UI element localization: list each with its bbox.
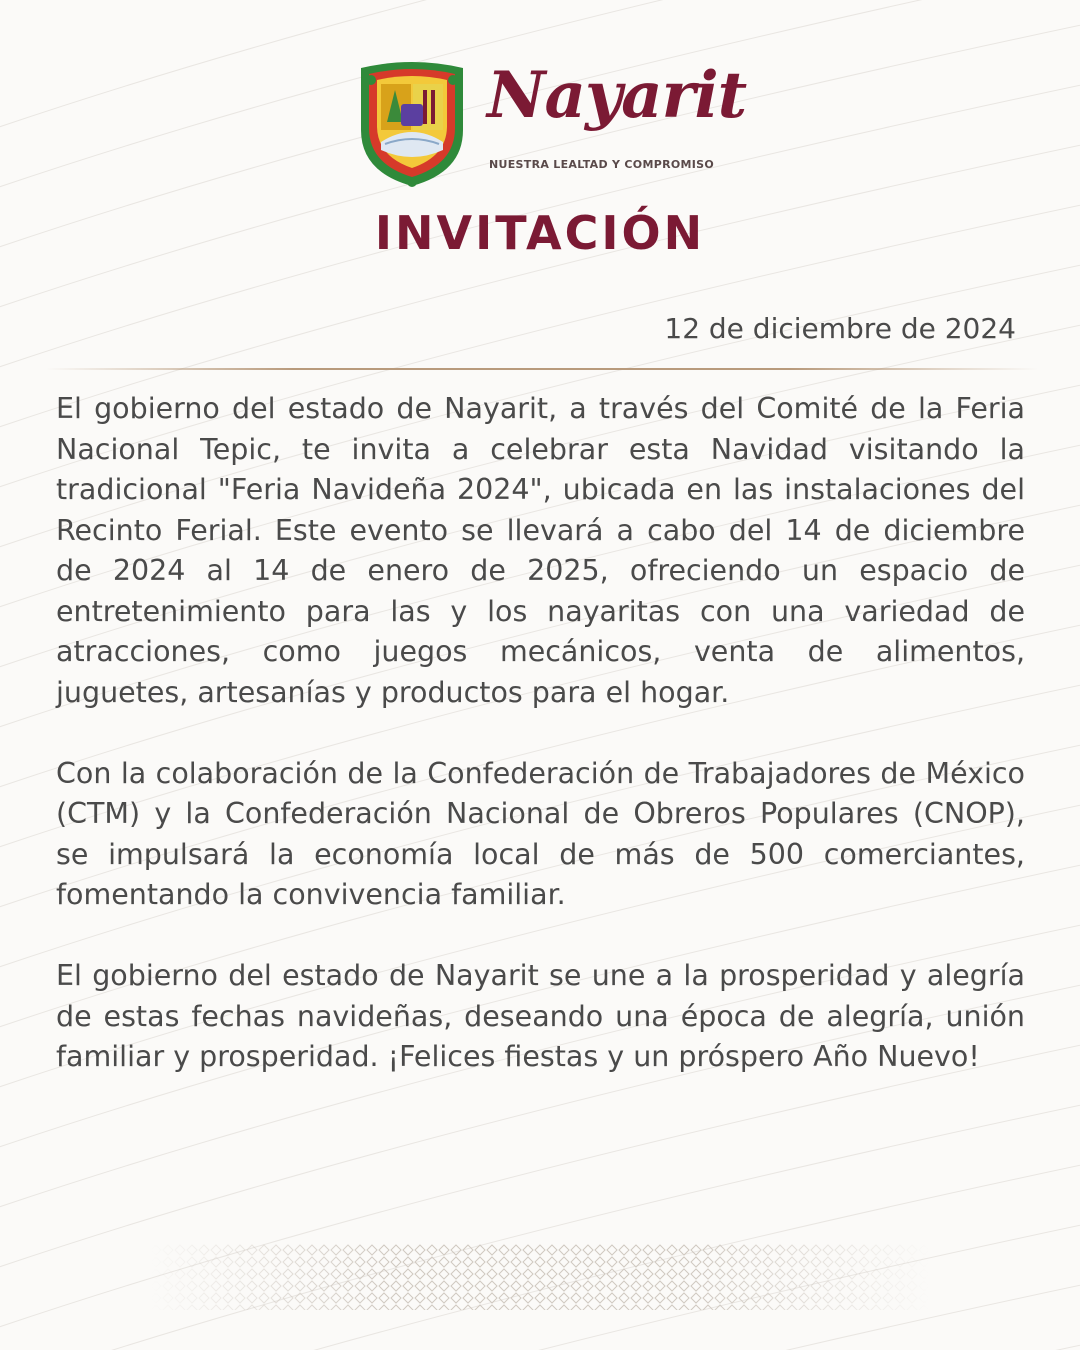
- paragraph-3: El gobierno del estado de Nayarit se une a la prosperidad y alegría de estas fechas navideñas, deseando una época de alegría, unión familiar y prosperidad. ¡Felices fiestas y un próspero Año Nuevo!: [56, 959, 1025, 1073]
- divider: [46, 368, 1038, 370]
- brand-wordmark: Nayarit: [487, 58, 747, 133]
- paragraph-2: Con la colaboración de la Confederación de Trabajadores de México (CTM) y la Confederación Nacional de Obreros Populares (CNOP), se impulsará la economía local de más de 500 comerciantes, fomentando la convivencia familiar.: [56, 756, 1025, 911]
- footer-decorative-pattern: [150, 1244, 930, 1310]
- paragraph-1: El gobierno del estado de Nayarit, a través del Comité de la Feria Nacional Tepic, te invita a celebrar esta Navidad visitando la tradicional "Feria Navideña 2024", ubicada en las instalaciones del Recinto Ferial. Este evento se llevará a cabo del 14 de diciembre de 2024 al 14 de enero de 2025, ofreciendo un espacio de entretenimiento para las y los nayaritas con una variedad de atracciones, como juegos mecánicos, venta de alimentos, juguetes, artesanías y productos para el hogar.: [56, 392, 1025, 709]
- coat-of-arms-icon: [355, 60, 469, 188]
- invitation-date: 12 de diciembre de 2024: [664, 312, 1016, 345]
- page-title: INVITACIÓN: [374, 206, 706, 260]
- invitation-body: [56, 389, 1025, 1118]
- nayarit-logo: [355, 58, 747, 188]
- brand-motto: NUESTRA LEALTAD Y COMPROMISO: [489, 158, 714, 171]
